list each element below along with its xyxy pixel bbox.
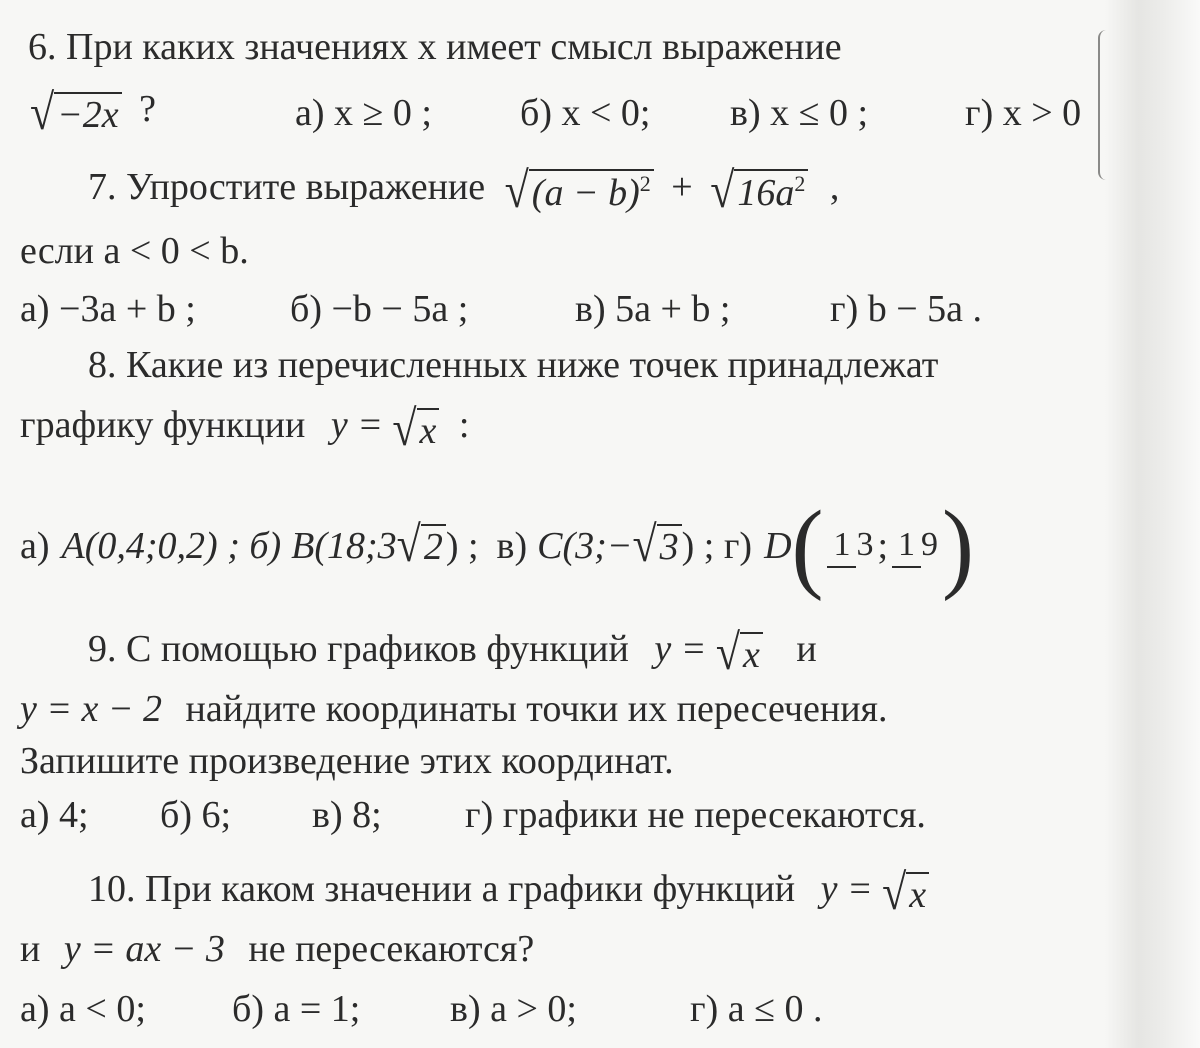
q9-title-row: 9. С помощью графиков функций y = √x и [88,624,817,681]
q8-option-c: C(3;− [537,525,633,567]
q8-fraction-1: 1 3 [827,524,873,567]
q7-option-c: в) 5a + b ; [575,288,731,330]
q7-title-row: 7. Упростите выражение $√(a - b)^2 + √16a^2$ , [88,162,840,219]
q10-line-2: и y = ax − 3 не пересекаются? [20,928,535,970]
q8-option-b: B(18;3 [291,525,397,567]
q10-sqrt: √x [882,871,929,918]
q10-option-a: а) a < 0; [20,988,146,1030]
q6-title: 6. При каких значениях x имеет смысл выражение [28,26,842,68]
q7-condition: если a < 0 < b. [20,230,249,272]
q10-option-b: б) a = 1; [232,988,361,1030]
page-edge-shadow [1105,0,1200,1048]
q7-option-d: г) b − 5a . [830,288,983,330]
q7-sqrt-2: $√16a^2$ [710,169,808,216]
q6-sqrt: √−2x [30,91,122,138]
q6-option-b: б) x < 0; [520,92,651,134]
q6-option-c: в) x ≤ 0 ; [730,92,869,134]
q9-option-d: г) графики не пересекаются. [465,794,926,836]
q10-title-row: 10. При каком значении a графики функций y = √x [88,870,929,918]
q8-title: 8. Какие из перечисленных ниже точек принадлежат [88,344,939,386]
q9-option-a: а) 4; [20,794,89,836]
q8-options-row: а) A(0,4;0,2) ; б) B(18;3 √2 ) ; в) C(3;− √3 ) ; г) D ( 1 3 ; 1 9 ) [20,489,975,602]
q9-option-c: в) 8; [312,794,382,836]
q9-line-2: y = x − 2 найдите координаты точки их пересечения. [20,688,888,730]
q9-option-b: б) 6; [160,794,232,836]
q8-function-row: графику функции y = √x : [20,400,470,457]
q10-option-c: в) a > 0; [450,988,577,1030]
q8-fraction-2: 1 9 [892,524,938,567]
q8-option-a: A(0,4;0,2) ; б) [61,525,282,567]
q9-line-3: Запишите произведение этих координат. [20,740,674,782]
q7-option-b: б) −b − 5a ; [290,288,469,330]
q8-sqrt: √x [392,407,439,454]
q10-option-d: г) a ≤ 0 . [690,988,823,1030]
q6-option-a: а) x ≥ 0 ; [295,92,432,134]
q6-expression-row: √−2x ? [30,84,157,141]
q6-option-d: г) x > 0 [965,92,1082,134]
page-curl-mark [1098,30,1106,180]
q8-option-d: D [764,525,792,567]
q9-sqrt: √x [716,631,763,678]
q7-sqrt-1: $√(a - b)^2$ [505,169,654,216]
q7-option-a: а) −3a + b ; [20,288,196,330]
